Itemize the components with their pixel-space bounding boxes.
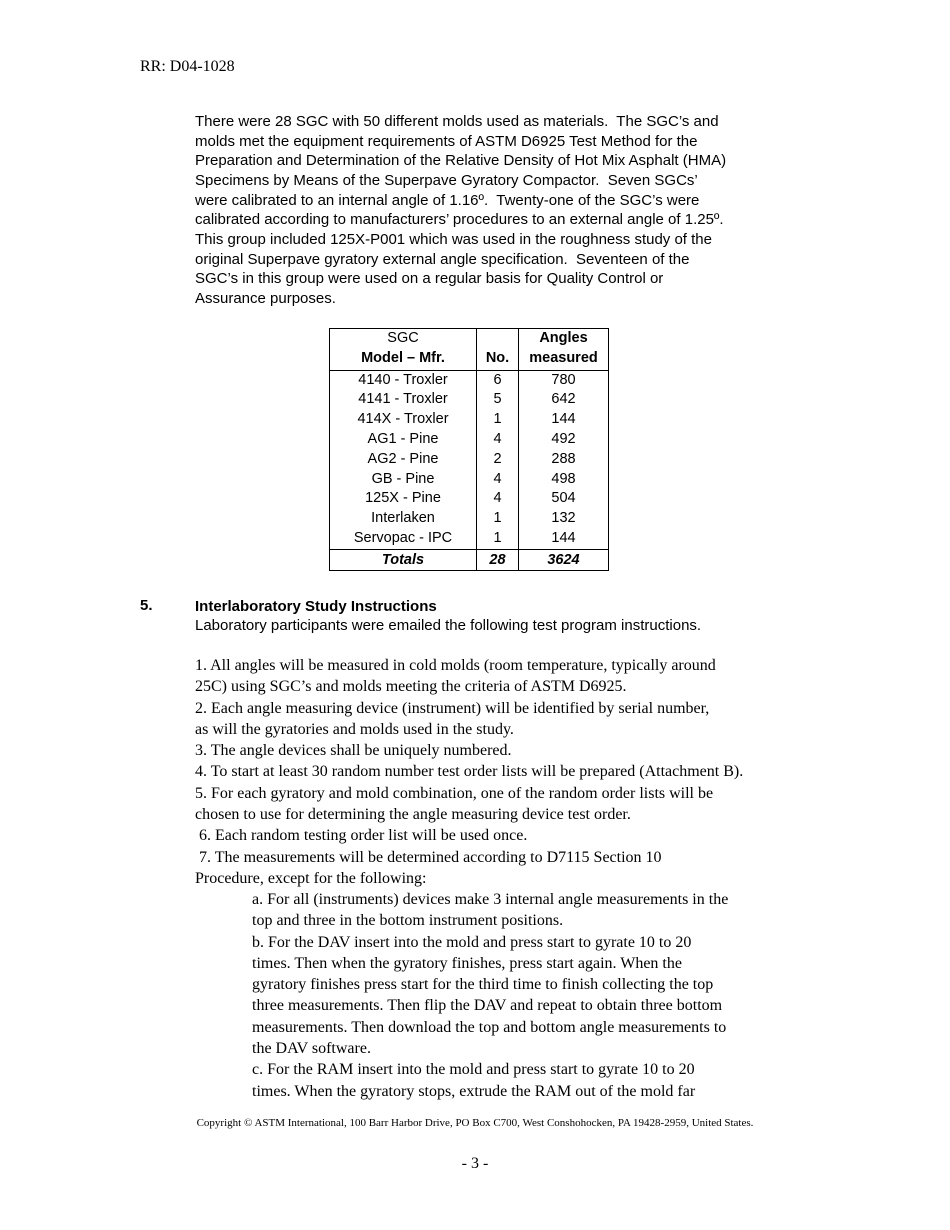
text-line: chosen to use for determining the angle measuring device test order.: [195, 806, 631, 824]
cell-model: 414X - Troxler: [330, 410, 477, 430]
totals-no: 28: [477, 549, 519, 570]
cell-count: 4: [477, 430, 519, 450]
text-line: measurements. Then download the top and bottom angle measurements to: [252, 1018, 727, 1036]
text-line: three measurements. Then flip the DAV and repeat to obtain three bottom: [252, 997, 723, 1015]
table-row: [330, 370, 609, 390]
header-blank: [477, 329, 519, 349]
text-line: original Superpave gyratory external angle specification. Seventeen of the: [195, 250, 690, 268]
cell-count: 6: [477, 370, 519, 390]
text-line: as will the gyratories and molds used in the study.: [195, 720, 514, 738]
table-row: [330, 450, 609, 470]
table-row: [330, 529, 609, 549]
cell-model: Interlaken: [330, 509, 477, 529]
totals-angles: 3624: [519, 549, 609, 570]
section-intro: Laboratory participants were emailed the following test program instructions.: [195, 617, 702, 634]
text-line: 3. The angle devices shall be uniquely numbered.: [195, 742, 512, 760]
text-line: This group included 125X-P001 which was used in the roughness study of the: [195, 230, 712, 248]
text-line: b. For the DAV insert into the mold and press start to gyrate 10 to 20: [252, 933, 692, 951]
text-line: a. For all (instruments) devices make 3 internal angle measurements in the: [252, 891, 729, 908]
text-line: Specimens by Means of the Superpave Gyratory Compactor. Seven SGCs’: [195, 171, 698, 189]
totals-label: Totals: [330, 549, 477, 570]
table-row: [330, 430, 609, 450]
table-row: [330, 410, 609, 430]
cell-count: 4: [477, 489, 519, 509]
text-line: 4. To start at least 30 random number test order lists will be prepared (Attachment B).: [195, 763, 744, 781]
text-line: times. Then when the gyratory finishes, press start again. When the: [252, 954, 682, 972]
cell-count: 1: [477, 529, 519, 549]
intro-paragraph: [195, 112, 726, 309]
cell-model: 125X - Pine: [330, 489, 477, 509]
section-5: [195, 597, 701, 635]
instructions-sublist: [252, 889, 728, 1102]
cell-angles: 132: [519, 509, 609, 529]
cell-model: GB - Pine: [330, 470, 477, 490]
instructions-list: [195, 655, 743, 889]
cell-count: 4: [477, 470, 519, 490]
table-row: [330, 390, 609, 410]
text-line: times. When the gyratory stops, extrude the RAM out of the mold far: [252, 1082, 696, 1100]
page-number: - 3 -: [461, 1155, 489, 1172]
text-line: Preparation and Determination of the Relative Density of Hot Mix Asphalt (HMA): [195, 152, 727, 170]
cell-model: 4141 - Troxler: [330, 390, 477, 410]
table-row: [330, 470, 609, 490]
cell-count: 2: [477, 450, 519, 470]
header-model: Model – Mfr.: [330, 349, 477, 370]
cell-angles: 144: [519, 529, 609, 549]
text-line: Procedure, except for the following:: [195, 869, 427, 887]
cell-angles: 288: [519, 450, 609, 470]
text-line: were calibrated to an internal angle of 1.16º. Twenty-one of the SGC’s were: [195, 191, 700, 209]
totals-row: [330, 549, 609, 570]
header-measured: measured: [519, 349, 609, 370]
sgc-table: [329, 328, 609, 571]
text-line: top and three in the bottom instrument positions.: [252, 912, 564, 930]
cell-count: 1: [477, 410, 519, 430]
section-title: Interlaboratory Study Instructions: [195, 598, 437, 615]
text-line: SGC’s in this group were used on a regular basis for Quality Control or: [195, 270, 664, 288]
text-line: c. For the RAM insert into the mold and press start to gyrate 10 to 20: [252, 1061, 695, 1079]
section-number: 5.: [140, 597, 153, 614]
cell-model: 4140 - Troxler: [330, 370, 477, 390]
table-row: [330, 509, 609, 529]
copyright-footer: Copyright © ASTM International, 100 Barr Harbor Drive, PO Box C700, West Conshohocken, PA 19428-2959, United States.: [196, 1117, 754, 1129]
text-line: 1. All angles will be measured in cold molds (room temperature, typically around: [195, 657, 716, 674]
text-line: 7. The measurements will be determined according to D7115 Section 10: [195, 848, 662, 866]
text-line: gyratory finishes press start for the third time to finish collecting the top: [252, 976, 714, 994]
cell-angles: 492: [519, 430, 609, 450]
cell-angles: 642: [519, 390, 609, 410]
cell-angles: 504: [519, 489, 609, 509]
cell-model: AG1 - Pine: [330, 430, 477, 450]
text-line: calibrated according to manufacturers’ procedures to an external angle of 1.25º.: [195, 211, 724, 229]
text-line: the DAV software.: [252, 1040, 371, 1058]
header-angles: Angles: [519, 329, 609, 349]
document-reference: RR: D04-1028: [140, 58, 235, 75]
header-no: No.: [477, 349, 519, 370]
cell-angles: 144: [519, 410, 609, 430]
text-line: 5. For each gyratory and mold combination, one of the random order lists will be: [195, 784, 714, 802]
text-line: 25C) using SGC’s and molds meeting the criteria of ASTM D6925.: [195, 678, 627, 696]
cell-model: AG2 - Pine: [330, 450, 477, 470]
text-line: Assurance purposes.: [195, 289, 336, 307]
table-row: [330, 489, 609, 509]
cell-angles: 498: [519, 470, 609, 490]
text-line: 2. Each angle measuring device (instrument) will be identified by serial number,: [195, 699, 710, 717]
cell-model: Servopac - IPC: [330, 529, 477, 549]
cell-angles: 780: [519, 370, 609, 390]
text-line: 6. Each random testing order list will be used once.: [195, 827, 528, 845]
text-line: molds met the equipment requirements of ASTM D6925 Test Method for the: [195, 132, 698, 150]
header-sgc: SGC: [330, 329, 477, 349]
text-line: There were 28 SGC with 50 different molds used as materials. The SGC’s and: [195, 113, 719, 130]
cell-count: 5: [477, 390, 519, 410]
cell-count: 1: [477, 509, 519, 529]
